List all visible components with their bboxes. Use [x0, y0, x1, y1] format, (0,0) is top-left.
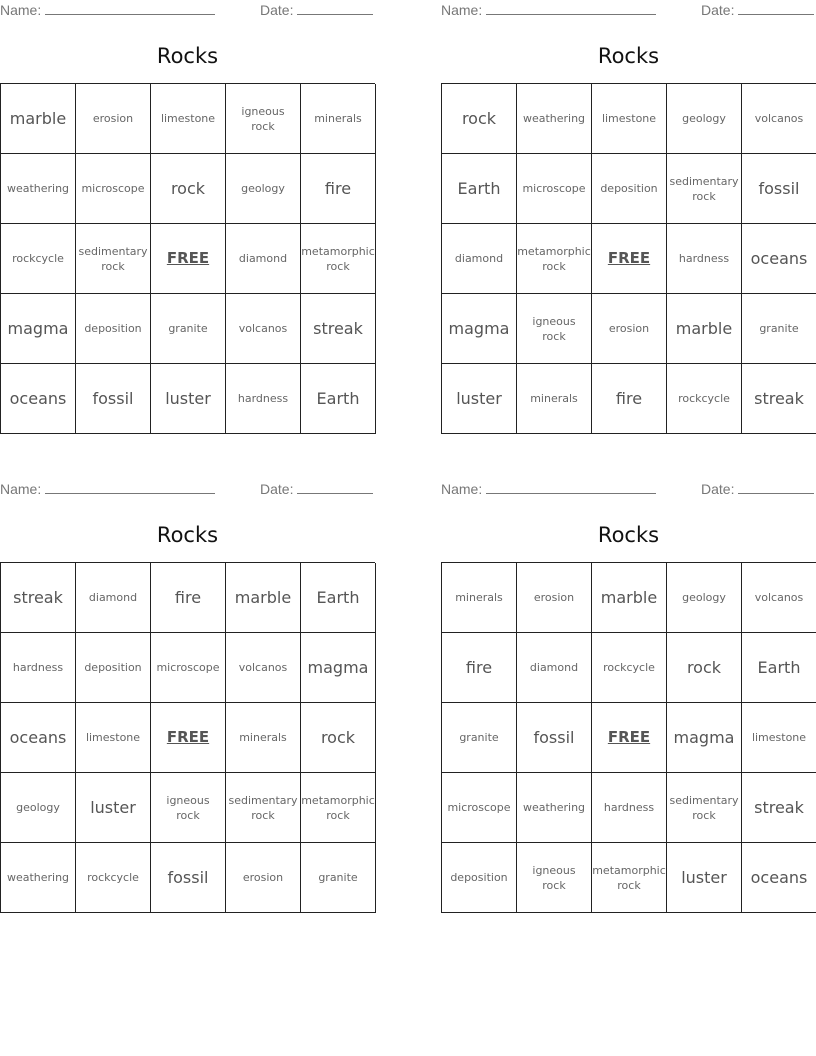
- bingo-cell[interactable]: limestone: [592, 84, 667, 154]
- bingo-cell[interactable]: fire: [442, 633, 517, 703]
- card-header: [441, 0, 816, 20]
- bingo-cell[interactable]: streak: [1, 563, 76, 633]
- bingo-cell[interactable]: Earth: [301, 563, 376, 633]
- bingo-cell[interactable]: erosion: [517, 563, 592, 633]
- bingo-cell[interactable]: geology: [226, 154, 301, 224]
- bingo-cell[interactable]: weathering: [517, 773, 592, 843]
- free-space[interactable]: FREE: [151, 703, 226, 773]
- bingo-cell[interactable]: magma: [667, 703, 742, 773]
- bingo-cell[interactable]: luster: [442, 364, 517, 434]
- bingo-cell[interactable]: microscope: [151, 633, 226, 703]
- bingo-grid: [0, 83, 375, 434]
- bingo-cell[interactable]: weathering: [1, 843, 76, 913]
- bingo-cell[interactable]: fossil: [76, 364, 151, 434]
- card-title: Rocks: [597, 44, 660, 68]
- card-title: Rocks: [156, 523, 219, 547]
- date-line: [738, 479, 814, 494]
- bingo-cell[interactable]: rockcycle: [76, 843, 151, 913]
- name-line: [45, 479, 215, 494]
- bingo-cell[interactable]: deposition: [76, 294, 151, 364]
- card-title: Rocks: [597, 523, 660, 547]
- name-label: Name:: [441, 481, 483, 497]
- bingo-cell[interactable]: metamorphic rock: [301, 224, 376, 294]
- free-space[interactable]: FREE: [151, 224, 226, 294]
- card-header: [0, 0, 375, 20]
- bingo-cell[interactable]: oceans: [1, 364, 76, 434]
- bingo-grid: [441, 562, 816, 913]
- date-label: Date:: [260, 2, 294, 18]
- date-label: Date:: [701, 2, 735, 18]
- bingo-cell[interactable]: fire: [301, 154, 376, 224]
- bingo-cell[interactable]: hardness: [1, 633, 76, 703]
- bingo-cell[interactable]: luster: [76, 773, 151, 843]
- bingo-cell[interactable]: igneous rock: [226, 84, 301, 154]
- bingo-cell[interactable]: fossil: [517, 703, 592, 773]
- bingo-cell[interactable]: granite: [151, 294, 226, 364]
- bingo-cell[interactable]: diamond: [442, 224, 517, 294]
- bingo-cell[interactable]: geology: [1, 773, 76, 843]
- bingo-cell[interactable]: fire: [592, 364, 667, 434]
- name-field[interactable]: [0, 479, 215, 499]
- bingo-cell[interactable]: deposition: [592, 154, 667, 224]
- date-field[interactable]: [701, 479, 814, 499]
- name-field[interactable]: [441, 0, 656, 20]
- bingo-cell[interactable]: erosion: [76, 84, 151, 154]
- bingo-cell[interactable]: diamond: [226, 224, 301, 294]
- bingo-cell[interactable]: deposition: [442, 843, 517, 913]
- bingo-cell[interactable]: erosion: [592, 294, 667, 364]
- bingo-cell[interactable]: microscope: [517, 154, 592, 224]
- name-label: Name:: [0, 2, 42, 18]
- date-field[interactable]: [260, 479, 373, 499]
- card-title: Rocks: [156, 44, 219, 68]
- bingo-grid: [441, 83, 816, 434]
- bingo-cell[interactable]: magma: [1, 294, 76, 364]
- bingo-grid: [0, 562, 375, 913]
- bingo-cell[interactable]: oceans: [1, 703, 76, 773]
- bingo-cell[interactable]: Earth: [742, 633, 816, 703]
- name-line: [45, 0, 215, 15]
- bingo-cell[interactable]: metamorphic rock: [592, 843, 667, 913]
- bingo-cell[interactable]: sedimentary rock: [226, 773, 301, 843]
- date-line: [297, 479, 373, 494]
- bingo-cell[interactable]: geology: [667, 563, 742, 633]
- bingo-cell[interactable]: marble: [592, 563, 667, 633]
- date-line: [738, 0, 814, 15]
- bingo-card: [0, 0, 375, 432]
- bingo-cell[interactable]: igneous rock: [151, 773, 226, 843]
- date-label: Date:: [260, 481, 294, 497]
- bingo-cell[interactable]: rock: [667, 633, 742, 703]
- bingo-cell[interactable]: volcanos: [226, 633, 301, 703]
- name-field[interactable]: [441, 479, 656, 499]
- date-line: [297, 0, 373, 15]
- bingo-cell[interactable]: fire: [151, 563, 226, 633]
- bingo-cell[interactable]: granite: [301, 843, 376, 913]
- bingo-cell[interactable]: minerals: [226, 703, 301, 773]
- bingo-cell[interactable]: rockcycle: [592, 633, 667, 703]
- bingo-cell[interactable]: fossil: [742, 154, 816, 224]
- bingo-cell[interactable]: minerals: [301, 84, 376, 154]
- bingo-cell[interactable]: igneous rock: [517, 843, 592, 913]
- bingo-cell[interactable]: Earth: [442, 154, 517, 224]
- bingo-cell[interactable]: luster: [151, 364, 226, 434]
- bingo-cell[interactable]: microscope: [442, 773, 517, 843]
- bingo-cell[interactable]: streak: [301, 294, 376, 364]
- bingo-cell[interactable]: rock: [442, 84, 517, 154]
- bingo-cell[interactable]: erosion: [226, 843, 301, 913]
- bingo-card: [0, 479, 375, 911]
- bingo-cell[interactable]: minerals: [517, 364, 592, 434]
- bingo-cell[interactable]: hardness: [667, 224, 742, 294]
- bingo-cell[interactable]: hardness: [226, 364, 301, 434]
- bingo-cell[interactable]: streak: [742, 773, 816, 843]
- bingo-cell[interactable]: minerals: [442, 563, 517, 633]
- bingo-cell[interactable]: oceans: [742, 224, 816, 294]
- bingo-cell[interactable]: rock: [301, 703, 376, 773]
- bingo-cell[interactable]: igneous rock: [517, 294, 592, 364]
- bingo-cell[interactable]: rockcycle: [667, 364, 742, 434]
- bingo-cell[interactable]: limestone: [742, 703, 816, 773]
- bingo-cell[interactable]: metamorphic rock: [517, 224, 592, 294]
- bingo-cell[interactable]: granite: [442, 703, 517, 773]
- bingo-cell[interactable]: limestone: [76, 703, 151, 773]
- name-line: [486, 479, 656, 494]
- bingo-cell[interactable]: sedimentary rock: [667, 773, 742, 843]
- card-header: [0, 479, 375, 499]
- bingo-cell[interactable]: magma: [301, 633, 376, 703]
- bingo-cell[interactable]: oceans: [742, 843, 816, 913]
- bingo-cell[interactable]: granite: [742, 294, 816, 364]
- date-field[interactable]: [260, 0, 373, 20]
- bingo-cell[interactable]: weathering: [1, 154, 76, 224]
- bingo-cell[interactable]: deposition: [76, 633, 151, 703]
- date-field[interactable]: [701, 0, 814, 20]
- bingo-cell[interactable]: geology: [667, 84, 742, 154]
- free-space[interactable]: FREE: [592, 703, 667, 773]
- bingo-cell[interactable]: hardness: [592, 773, 667, 843]
- bingo-cell[interactable]: limestone: [151, 84, 226, 154]
- bingo-card: [441, 0, 816, 432]
- bingo-cell[interactable]: metamorphic rock: [301, 773, 376, 843]
- free-space[interactable]: FREE: [592, 224, 667, 294]
- bingo-cell[interactable]: rock: [151, 154, 226, 224]
- bingo-cell[interactable]: marble: [226, 563, 301, 633]
- name-label: Name:: [0, 481, 42, 497]
- bingo-cell[interactable]: volcanos: [742, 563, 816, 633]
- bingo-cell[interactable]: streak: [742, 364, 816, 434]
- name-label: Name:: [441, 2, 483, 18]
- bingo-cell[interactable]: luster: [667, 843, 742, 913]
- bingo-cell[interactable]: volcanos: [226, 294, 301, 364]
- bingo-cell[interactable]: diamond: [76, 563, 151, 633]
- date-label: Date:: [701, 481, 735, 497]
- bingo-cell[interactable]: marble: [1, 84, 76, 154]
- bingo-cell[interactable]: magma: [442, 294, 517, 364]
- bingo-cell[interactable]: diamond: [517, 633, 592, 703]
- bingo-cell[interactable]: volcanos: [742, 84, 816, 154]
- bingo-card: [441, 479, 816, 911]
- card-header: [441, 479, 816, 499]
- bingo-cell[interactable]: marble: [667, 294, 742, 364]
- name-field[interactable]: [0, 0, 215, 20]
- bingo-cell[interactable]: sedimentary rock: [667, 154, 742, 224]
- bingo-cell[interactable]: weathering: [517, 84, 592, 154]
- bingo-cell[interactable]: Earth: [301, 364, 376, 434]
- name-line: [486, 0, 656, 15]
- bingo-cell[interactable]: sedimentary rock: [76, 224, 151, 294]
- bingo-cell[interactable]: microscope: [76, 154, 151, 224]
- bingo-cell[interactable]: fossil: [151, 843, 226, 913]
- bingo-cell[interactable]: rockcycle: [1, 224, 76, 294]
